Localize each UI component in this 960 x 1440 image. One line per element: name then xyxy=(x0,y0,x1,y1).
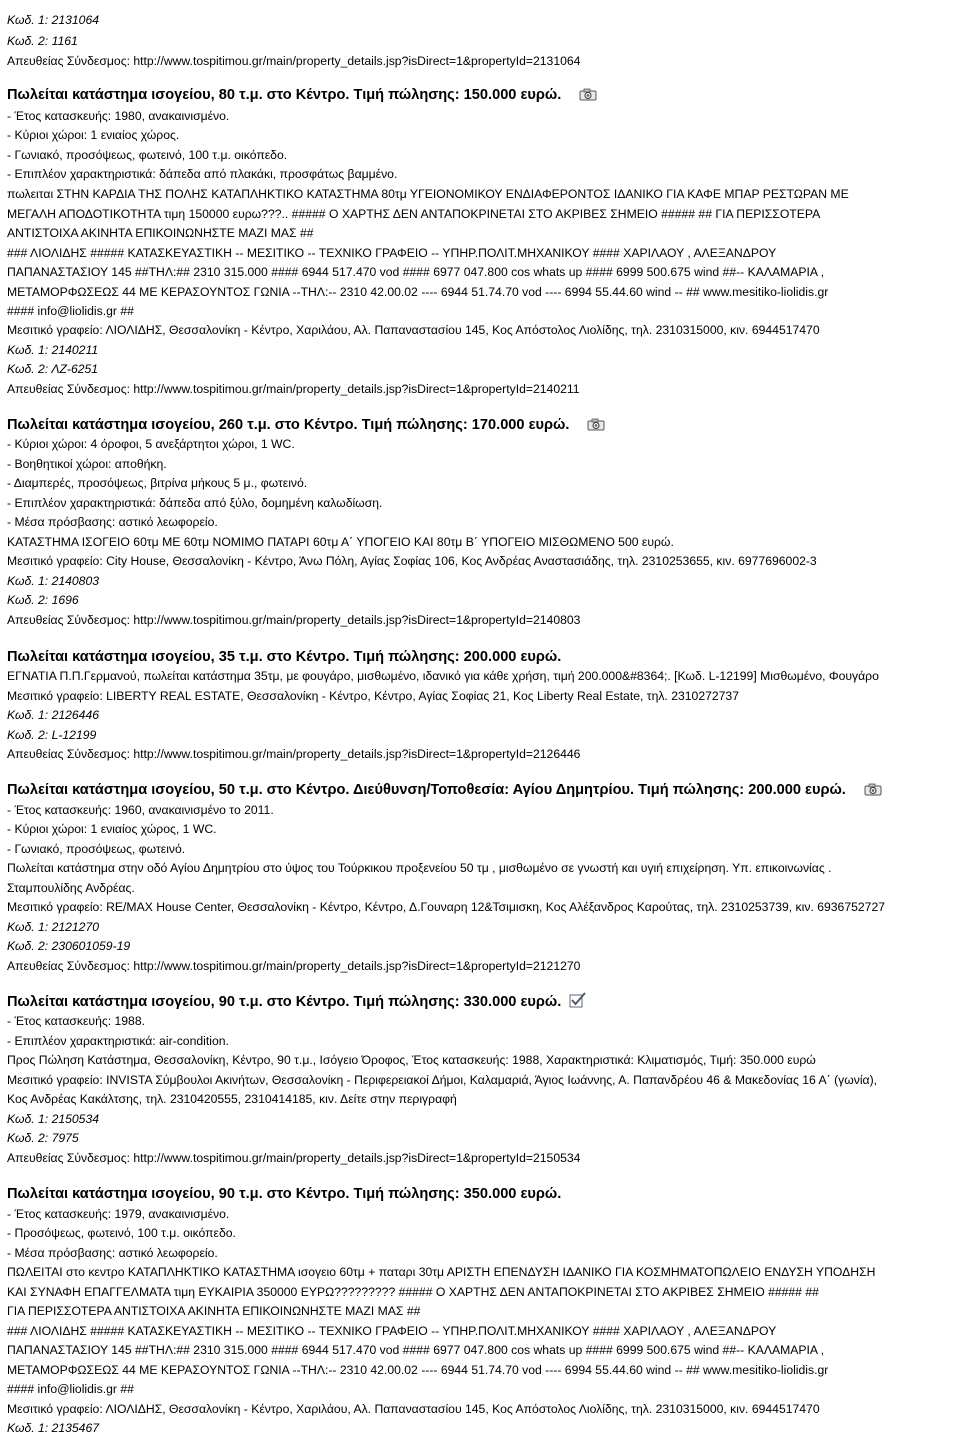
code-1: Κωδ. 1: 2126446 xyxy=(7,708,100,722)
detail-line: - Μέσα πρόσβασης: αστικό λεωφορείο. xyxy=(7,1246,218,1260)
listing-title xyxy=(7,86,597,106)
agency-line: Μεσιτικό γραφείο: ΛΙΟΛΙΔΗΣ, Θεσσαλονίκη - Κέντρο, Χαριλάου, Αλ. Παπαναστασίου 145, Κος Απόστολος Λιολίδης, τηλ. 2310315000, κιν. 6944517470 xyxy=(7,323,820,337)
agency-line: Μεσιτικό γραφείο: RE/MAX House Center, Θεσσαλονίκη - Κέντρο, Κέντρο, Δ.Γουναρη 12&Τσιμισκη, Κος Αλέξανδρος Καρούτας, τηλ. 2310253739, κιν. 6936752727 xyxy=(7,900,886,914)
description-line: ΠΑΠΑΝΑΣΤΑΣΙΟΥ 145 ##ΤΗΛ:## 2310 315.000 #### 6944 517.470 vod #### 6977 047.800 cos whats up #### 6999 500.675 wind ##-- ΚΑΛΑΜΑΡΙΑ , xyxy=(7,1343,825,1357)
code-2: Κωδ. 2: 7975 xyxy=(7,1131,79,1145)
description-line: ΚΑΤΑΣΤΗΜΑ ΙΣΟΓΕΙΟ 60τμ ΜΕ 60τμ ΝΟΜΙΜΟ ΠΑΤΑΡΙ 60τμ Α΄ ΥΠΟΓΕΙΟ ΚΑΙ 80τμ Β΄ ΥΠΟΓΕΙΟ ΜΙΣΘΩΜΕΝΟ 500 ευρώ. xyxy=(7,535,674,549)
direct-link[interactable]: Απευθείας Σύνδεσμος: http://www.tospitimou.gr/main/property_details.jsp?isDirect=1&propertyId=2121270 xyxy=(7,959,581,973)
listing-title: Πωλείται κατάστημα ισογείου, 35 τ.μ. στο Κέντρο. Τιμή πώλησης: 200.000 ευρώ. xyxy=(7,649,562,665)
description-line: ΜΕΤΑΜΟΡΦΩΣΕΩΣ 44 ΜΕ ΚΕΡΑΣΟΥΝΤΟΣ ΓΩΝΙΑ --ΤΗΛ:-- 2310 42.00.02 ---- 6944 51.74.70 vod ---- 6994 55.44.60 wind -- ## www.mesitiko-liolidis.gr xyxy=(7,285,829,299)
description-line: Σταμπουλίδης Ανδρέας. xyxy=(7,881,135,895)
detail-line: - Έτος κατασκευής: 1979, ανακαινισμένο. xyxy=(7,1207,230,1221)
agency-line: Μεσιτικό γραφείο: INVISTA Σύμβουλοι Ακινήτων, Θεσσαλονίκη - Περιφερειακοί Δήμοι, Καλαμαριά, Άγιος Ιωάννης, Α. Παπανδρέου 46 & Μακεδονίας 16 Α΄ (γωνία), xyxy=(7,1073,878,1087)
detail-line: - Επιπλέον χαρακτηριστικά: δάπεδα από πλακάκι, προσφάτως βαμμένο. xyxy=(7,167,398,181)
description-line: πωλειται ΣΤΗΝ ΚΑΡΔΙΑ ΤΗΣ ΠΟΛΗΣ ΚΑΤΑΠΛΗΚΤΙΚΟ ΚΑΤΑΣΤΗΜΑ 80τμ ΥΓΕΙΟΝΟΜΙΚΟΥ ΕΝΔΙΑΦΕΡΟΝΤΟΣ ΙΔΑΝΙΚΟ ΓΙΑ ΚΑΦΕ ΜΠΑΡ ΡΕΣΤΩΡΑΝ ΜΕ xyxy=(7,187,849,201)
detail-line: - Επιπλέον χαρακτηριστικά: δάπεδα από ξύλο, δομημένη καλωδίωση. xyxy=(7,496,383,510)
code-1: Κωδ. 1: 2131064 xyxy=(7,13,100,27)
detail-line: - Κύριοι χώροι: 1 ενιαίος χώρος. xyxy=(7,128,180,142)
code-1: Κωδ. 1: 2140211 xyxy=(7,343,99,357)
detail-line: - Έτος κατασκευής: 1980, ανακαινισμένο. xyxy=(7,109,230,123)
direct-link[interactable]: Απευθείας Σύνδεσμος: http://www.tospitimou.gr/main/property_details.jsp?isDirect=1&propertyId=2150534 xyxy=(7,1151,581,1165)
description-line: ### ΛΙΟΛΙΔΗΣ ##### ΚΑΤΑΣΚΕΥΑΣΤΙΚΗ -- ΜΕΣΙΤΙΚΟ -- ΤΕΧΝΙΚΟ ΓΡΑΦΕΙΟ -- ΥΠΗΡ.ΠΟΛΙΤ.ΜΗΧΑΝΙΚΟΥ #### ΧΑΡΙΛΑΟΥ , ΑΛΕΞΑΝΔΡΟΥ xyxy=(7,246,777,260)
agency-line: Μεσιτικό γραφείο: City House, Θεσσαλονίκη - Κέντρο, Άνω Πόλη, Αγίας Σοφίας 106, Κος Ανδρέας Αναστασιάδης, τηλ. 2310253655, κιν. 6977696002-3 xyxy=(7,554,817,568)
detail-line: - Διαμπερές, προσόψεως, βιτρίνα μήκους 5 μ., φωτεινό. xyxy=(7,476,308,490)
code-2: Κωδ. 2: L-12199 xyxy=(7,728,97,742)
code-1: Κωδ. 1: 2121270 xyxy=(7,920,100,934)
detail-line: - Έτος κατασκευής: 1960, ανακαινισμένο το 2011. xyxy=(7,803,274,817)
description-line: ΜΕΓΑΛΗ ΑΠΟΔΟΤΙΚΟΤΗΤΑ τιμη 150000 ευρω???.. ##### Ο ΧΑΡΤΗΣ ΔΕΝ ΑΝΤΑΠΟΚΡΙΝΕΤΑΙ ΣΤΟ ΑΚΡΙΒΕΣ ΣΗΜΕΙΟ ##### ## ΓΙΑ ΠΕΡΙΣΣΟΤΕΡΑ xyxy=(7,207,821,221)
listing-title-text: Πωλείται κατάστημα ισογείου, 50 τ.μ. στο Κέντρο. Διεύθυνση/Τοποθεσία: Αγίου Δημητρίου. Τιμή πώλησης: 200.000 ευρώ. xyxy=(7,782,846,798)
detail-line: - Επιπλέον χαρακτηριστικά: air-condition. xyxy=(7,1034,229,1048)
description-line: ΑΝΤΙΣΤΟΙΧΑ ΑΚΙΝΗΤΑ ΕΠΙΚΟΙΝΩΝΗΣΤΕ ΜΑΖΙ ΜΑΣ ## xyxy=(7,226,314,240)
description-line: Προς Πώληση Κατάστημα, Θεσσαλονίκη, Κέντρο, 90 τ.μ., Ισόγειο Όροφος, Έτος κατασκευής: 1988, Χαρακτηριστικά: Κλιματισμός, Τιμή: 350.000 ευρώ xyxy=(7,1053,816,1067)
listing-title-text: Πωλείται κατάστημα ισογείου, 80 τ.μ. στο Κέντρο. Τιμή πώλησης: 150.000 ευρώ. xyxy=(7,87,562,103)
description-line: ΠΩΛΕΙΤΑΙ στο κεντρο ΚΑΤΑΠΛΗΚΤΙΚΟ ΚΑΤΑΣΤΗΜΑ ισογειο 60τμ + παταρι 30τμ ΑΡΙΣΤΗ ΕΠΕΝΔΥΣΗ ΙΔΑΝΙΚΟ ΓΙΑ ΚΟΣΜΗΜΑΤΟΠΩΛΕΙΟ ΕΝΔΥΣΗ ΥΠΟΔΗΣΗ xyxy=(7,1265,876,1279)
agency-line: Μεσιτικό γραφείο: LIBERTY REAL ESTATE, Θεσσαλονίκη - Κέντρο, Κέντρο, Αγίας Σοφίας 21, Κος Liberty Real Estate, τηλ. 2310272737 xyxy=(7,689,739,703)
description-line: ΓΙΑ ΠΕΡΙΣΣΟΤΕΡΑ ΑΝΤΙΣΤΟΙΧΑ ΑΚΙΝΗΤΑ ΕΠΙΚΟΙΝΩΝΗΣΤΕ ΜΑΖΙ ΜΑΣ ## xyxy=(7,1304,421,1318)
listing-title-text: Πωλείται κατάστημα ισογείου, 90 τ.μ. στο Κέντρο. Τιμή πώλησης: 330.000 ευρώ. xyxy=(7,994,562,1010)
description-line: #### info@liolidis.gr ## xyxy=(7,304,134,318)
description-line: ΜΕΤΑΜΟΡΦΩΣΕΩΣ 44 ΜΕ ΚΕΡΑΣΟΥΝΤΟΣ ΓΩΝΙΑ --ΤΗΛ:-- 2310 42.00.02 ---- 6944 51.74.70 vod ---- 6994 55.44.60 wind -- ## www.mesitiko-liolidis.gr xyxy=(7,1363,829,1377)
code-2: Κωδ. 2: ΛΖ-6251 xyxy=(7,362,99,376)
detail-line: - Προσόψεως, φωτεινό, 100 τ.μ. οικόπεδο. xyxy=(7,1226,236,1240)
detail-line: - Κύριοι χώροι: 4 όροφοι, 5 ανεξάρτητοι χώροι, 1 WC. xyxy=(7,437,295,451)
code-2: Κωδ. 2: 1696 xyxy=(7,593,79,607)
direct-link[interactable]: Απευθείας Σύνδεσμος: http://www.tospitimou.gr/main/property_details.jsp?isDirect=1&propertyId=2140211 xyxy=(7,382,580,396)
listing-title-text: Πωλείται κατάστημα ισογείου, 260 τ.μ. στο Κέντρο. Τιμή πώλησης: 170.000 ευρώ. xyxy=(7,417,570,433)
description-line: ΕΓΝΑΤΙΑ Π.Π.Γερμανού, πωλείται κατάστημα 35τμ, με φουγάρο, μισθωμένο, ιδανικό για κάθε χρήση, τιμή 200.000&#8364;. [Κωδ. L-12199] Μισθωμένο, Φουγάρο xyxy=(7,669,879,683)
camera-icon[interactable] xyxy=(579,88,597,106)
listing-title xyxy=(7,992,587,1013)
description-line: #### info@liolidis.gr ## xyxy=(7,1382,134,1396)
listing-title xyxy=(7,416,605,436)
detail-line: - Έτος κατασκευής: 1988. xyxy=(7,1014,145,1028)
code-1: Κωδ. 1: 2135467 xyxy=(7,1421,100,1435)
code-2: Κωδ. 2: 230601059-19 xyxy=(7,939,131,953)
description-line: ΠΑΠΑΝΑΣΤΑΣΙΟΥ 145 ##ΤΗΛ:## 2310 315.000 #### 6944 517.470 vod #### 6977 047.800 cos whats up #### 6999 500.675 wind ##-- ΚΑΛΑΜΑΡΙΑ , xyxy=(7,265,825,279)
direct-link[interactable]: Απευθείας Σύνδεσμος: http://www.tospitimou.gr/main/property_details.jsp?isDirect=1&propertyId=2140803 xyxy=(7,613,581,627)
direct-link[interactable]: Απευθείας Σύνδεσμος: http://www.tospitimou.gr/main/property_details.jsp?isDirect=1&propertyId=2126446 xyxy=(7,747,581,761)
detail-line: - Γωνιακό, προσόψεως, φωτεινό. xyxy=(7,842,186,856)
description-line: Πωλείται κατάστημα στην οδό Αγίου Δημητρίου στο ύψος του Τούρκικου προξενείου 50 τμ , μισθωμένο σε γνωστή και υγιή επιχείρηση. Υπ. επικοινωνίας . xyxy=(7,861,832,875)
agency-line: Κος Ανδρέας Κακάλτσης, τηλ. 2310420555, 2310414185, κιν. Δείτε στην περιγραφή xyxy=(7,1092,457,1106)
code-2: Κωδ. 2: 1161 xyxy=(7,34,78,48)
camera-icon[interactable] xyxy=(587,418,605,436)
detail-line: - Μέσα πρόσβασης: αστικό λεωφορείο. xyxy=(7,515,218,529)
description-line: ΚΑΙ ΣΥΝΑΦΗ ΕΠΑΓΓΕΛΜΑΤΑ τιμη ΕΥΚΑΙΡΙΑ 350000 ΕΥΡΩ????????? ##### Ο ΧΑΡΤΗΣ ΔΕΝ ΑΝΤΑΠΟΚΡΙΝΕΤΑΙ ΣΤΟ ΑΚΡΙΒΕΣ ΣΗΜΕΙΟ ##### ## xyxy=(7,1285,819,1299)
detail-line: - Γωνιακό, προσόψεως, φωτεινό, 100 τ.μ. οικόπεδο. xyxy=(7,148,288,162)
detail-line: - Βοηθητικοί χώροι: αποθήκη. xyxy=(7,457,167,471)
listing-title: Πωλείται κατάστημα ισογείου, 90 τ.μ. στο Κέντρο. Τιμή πώλησης: 350.000 ευρώ. xyxy=(7,1186,562,1202)
checkbox-check-icon[interactable] xyxy=(569,992,587,1013)
code-1: Κωδ. 1: 2150534 xyxy=(7,1112,100,1126)
listing-title xyxy=(7,781,882,801)
code-1: Κωδ. 1: 2140803 xyxy=(7,574,100,588)
description-line: ### ΛΙΟΛΙΔΗΣ ##### ΚΑΤΑΣΚΕΥΑΣΤΙΚΗ -- ΜΕΣΙΤΙΚΟ -- ΤΕΧΝΙΚΟ ΓΡΑΦΕΙΟ -- ΥΠΗΡ.ΠΟΛΙΤ.ΜΗΧΑΝΙΚΟΥ #### ΧΑΡΙΛΑΟΥ , ΑΛΕΞΑΝΔΡΟΥ xyxy=(7,1324,777,1338)
direct-link[interactable]: Απευθείας Σύνδεσμος: http://www.tospitimou.gr/main/property_details.jsp?isDirect=1&propertyId=2131064 xyxy=(7,54,581,68)
camera-icon[interactable] xyxy=(864,783,882,801)
agency-line: Μεσιτικό γραφείο: ΛΙΟΛΙΔΗΣ, Θεσσαλονίκη - Κέντρο, Χαριλάου, Αλ. Παπαναστασίου 145, Κος Απόστολος Λιολίδης, τηλ. 2310315000, κιν. 6944517470 xyxy=(7,1402,820,1416)
detail-line: - Κύριοι χώροι: 1 ενιαίος χώρος, 1 WC. xyxy=(7,822,217,836)
